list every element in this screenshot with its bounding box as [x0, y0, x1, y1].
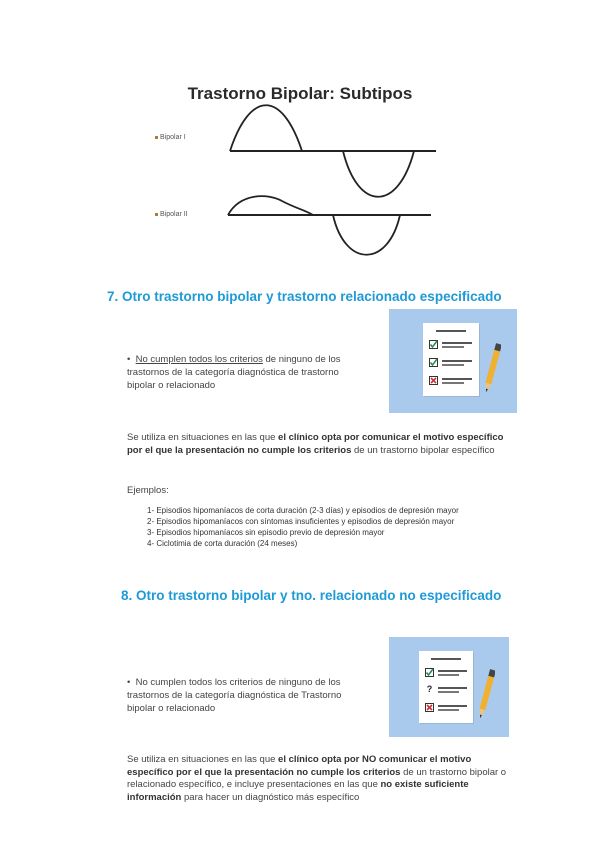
bullet-dot-icon: • [127, 354, 136, 365]
examples-title: Ejemplos: [127, 485, 169, 496]
cross-icon [429, 376, 438, 385]
para-text: para hacer un diagnóstico más específico [181, 791, 360, 803]
example-item: 4- Ciclotimia de corta duración (24 meses) [147, 539, 298, 548]
bullet-dot-icon: • [127, 677, 136, 688]
example-item: 2- Episodios hipomaníacos con síntomas insuficientes y episodios de depresión mayor [147, 517, 455, 526]
checklist-line [438, 705, 467, 707]
example-item: 3- Episodios hipomaníacos sin episodio previo de depresión mayor [147, 528, 385, 537]
bipolar-1-text: Bipolar I [160, 134, 186, 141]
para-text: Se utiliza en situaciones en las que [127, 432, 279, 443]
bullet-underlined-text: No cumplen todos los criterios [135, 354, 263, 365]
section-8-heading: 8. Otro trastorno bipolar y tno. relacionado no especificado [121, 588, 502, 603]
bipolar-1-depression-wave [343, 151, 414, 197]
checklist-line [438, 670, 467, 672]
para-bold-text: el clínico opta por NO comunicar el motivo específico por el que la presentación no cumple los criterios [127, 754, 472, 778]
section-7-bullet [127, 353, 355, 392]
para-text: de un trastorno bipolar específico [351, 444, 495, 456]
bipolar-1-mania-wave [230, 105, 302, 151]
bipolar-2-hypomania-wave [228, 196, 313, 215]
bullet-text: No cumplen todos los criterios de ninguno de los trastornos de la categoría diagnóstica de Trastorno bipolar o relacionado [127, 677, 342, 714]
checklist-line [438, 687, 467, 689]
section-7-paragraph [127, 432, 517, 457]
check-icon [429, 358, 438, 367]
checklist-line [438, 709, 459, 711]
checklist-paper [419, 651, 473, 723]
check-icon [429, 340, 438, 349]
checklist-line [438, 674, 459, 676]
bipolar-2-depression-wave [333, 215, 400, 255]
paper-title-line [431, 658, 461, 660]
pencil-icon [483, 341, 501, 399]
example-item: 1- Episodios hipomaníacos de corta duración (2-3 días) y episodios de depresión mayor [147, 506, 459, 515]
bullet-rest-text: de ninguno de los trastornos de la categoría diagnóstica de trastorno bipolar o relacionado [127, 354, 341, 391]
para-bold-text: el clínico opta por comunicar el motivo específico por el que la presentación no cumple los criterios [127, 432, 504, 456]
cross-icon [425, 703, 434, 712]
section-7-heading: 7. Otro trastorno bipolar y trastorno relacionado especificado [107, 289, 502, 304]
checklist-line [442, 346, 464, 348]
para-text: de un trastorno bipolar o relacionado específico, e incluye presentaciones en las que [127, 766, 507, 790]
section-8-bullet [127, 676, 352, 715]
checklist-illustration-8 [389, 637, 509, 737]
section-8-paragraph [127, 754, 507, 804]
para-bold-text: no existe suficiente información [127, 779, 469, 803]
mood-wave-diagram [0, 0, 600, 270]
checklist-line [438, 691, 459, 693]
checklist-line [442, 382, 464, 384]
question-mark-icon: ? [426, 684, 433, 694]
bipolar-2-text: Bipolar II [160, 211, 188, 218]
para-text: Se utiliza en situaciones en las que [127, 754, 279, 765]
examples-list [147, 505, 527, 549]
checklist-line [442, 364, 464, 366]
check-icon [425, 668, 434, 677]
paper-title-line [436, 330, 466, 332]
checklist-illustration-7 [389, 309, 517, 413]
subtypes-title: Trastorno Bipolar: Subtipos [187, 84, 413, 103]
checklist-line [442, 360, 472, 362]
pencil-icon [477, 667, 495, 725]
checklist-line [442, 342, 472, 344]
checklist-paper [423, 323, 479, 396]
checklist-line [442, 378, 472, 380]
